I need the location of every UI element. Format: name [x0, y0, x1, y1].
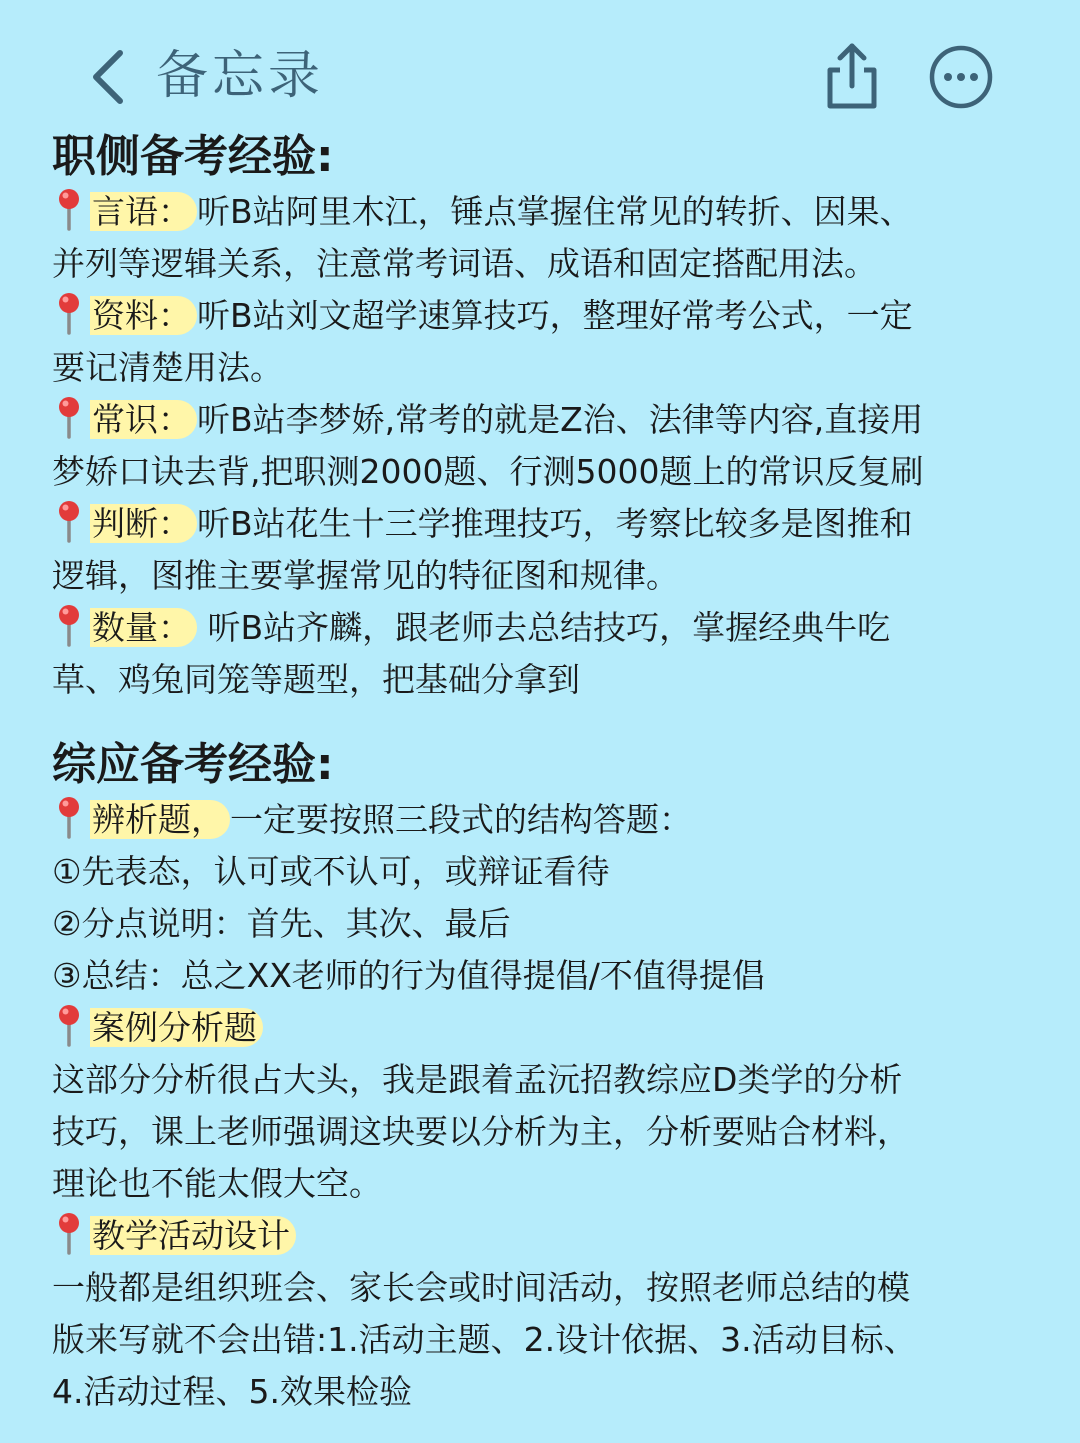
- pin-icon: [52, 187, 86, 231]
- item-bianxi: [52, 794, 1037, 1002]
- item-text: 版来写就不会出错:1.活动主题、2.设计依据、3.活动目标、: [52, 1320, 917, 1359]
- pin-icon: [52, 1211, 86, 1255]
- item-text: ①先表态，认可或不认可，或辩证看待: [52, 852, 610, 891]
- more-button[interactable]: [928, 44, 994, 110]
- item-jiaoxue: [52, 1210, 1037, 1418]
- pin-icon: [52, 1003, 86, 1047]
- chevron-left-icon: [88, 49, 128, 105]
- share-icon: [820, 40, 884, 112]
- item-text: 梦娇口诀去背,把职测2000题、行测5000题上的常识反复刷: [52, 452, 924, 491]
- item-anli: [52, 1002, 1037, 1210]
- item-text: 草、鸡兔同笼等题型，把基础分拿到: [52, 660, 580, 699]
- item-label: 判断：: [90, 504, 197, 543]
- item-text: 技巧，课上老师强调这块要以分析为主，分析要贴合材料，: [52, 1112, 910, 1151]
- item-label: 案例分析题: [90, 1008, 263, 1047]
- item-text: 4.活动过程、5.效果检验: [52, 1372, 412, 1411]
- item-text: ③总结：总之XX老师的行为值得提倡/不值得提倡: [52, 956, 765, 995]
- item-label: 言语：: [90, 192, 197, 231]
- share-button[interactable]: [820, 40, 884, 112]
- item-text: 听B站李梦娇,常考的就是Z治、法律等内容,直接用: [197, 400, 924, 439]
- item-text: 一般都是组织班会、家长会或时间活动，按照老师总结的模: [52, 1268, 910, 1307]
- item-label: 常识：: [90, 400, 197, 439]
- item-text: 理论也不能太假大空。: [52, 1164, 382, 1203]
- pin-icon: [52, 603, 86, 647]
- back-button[interactable]: [78, 42, 138, 112]
- item-label: 教学活动设计: [90, 1216, 296, 1255]
- page-title: 备忘录: [156, 46, 325, 106]
- item-text: 听B站齐麟，跟老师去总结技巧，掌握经典牛吃: [197, 608, 891, 647]
- item-text: 逻辑，图推主要掌握常见的特征图和规律。: [52, 556, 679, 595]
- note-content[interactable]: [52, 128, 1037, 1418]
- pin-icon: [52, 395, 86, 439]
- item-text: 要记清楚用法。: [52, 348, 283, 387]
- item-text: 听B站刘文超学速算技巧，整理好常考公式，一定: [197, 296, 913, 335]
- item-label: 数量：: [90, 608, 197, 647]
- item-ziliao: [52, 290, 1037, 394]
- item-text: 听B站阿里木江，锤点掌握住常见的转折、因果、: [197, 192, 913, 231]
- item-text: 听B站花生十三学推理技巧，考察比较多是图推和: [197, 504, 913, 543]
- item-shuliang: [52, 602, 1037, 706]
- item-panduan: [52, 498, 1037, 602]
- section-heading-1: 职侧备考经验:: [52, 131, 334, 182]
- nav-bar: [0, 0, 1080, 140]
- item-changshi: [52, 394, 1037, 498]
- pin-icon: [52, 291, 86, 335]
- pin-icon: [52, 795, 86, 839]
- item-yanyu: [52, 186, 1037, 290]
- item-label: 资料：: [90, 296, 197, 335]
- item-label: 辨析题，: [90, 800, 230, 839]
- item-text: 这部分分析很占大头，我是跟着孟沅招教综应D类学的分析: [52, 1060, 903, 1099]
- item-text: 并列等逻辑关系，注意常考词语、成语和固定搭配用法。: [52, 244, 877, 283]
- item-text: ②分点说明：首先、其次、最后: [52, 904, 511, 943]
- item-text: 一定要按照三段式的结构答题：: [230, 800, 692, 839]
- more-icon: [928, 44, 994, 110]
- pin-icon: [52, 499, 86, 543]
- section-heading-2: 综应备考经验:: [52, 739, 334, 790]
